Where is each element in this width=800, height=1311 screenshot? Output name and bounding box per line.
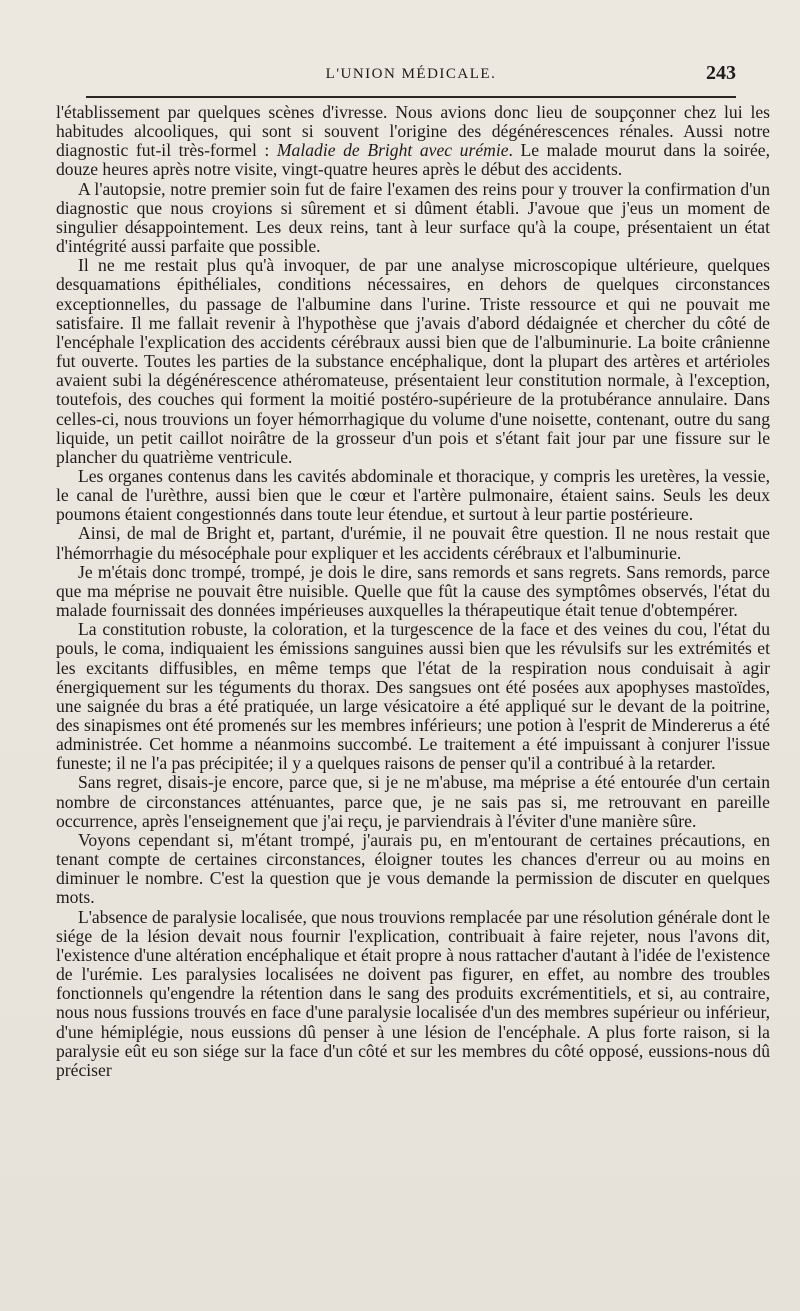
paragraph-text: l'établissement par quelques scènes d'ivresse. Nous avions donc lieu de soupçonner chez lui les habitudes alcooliques, qui sont si souvent l'origine des dégénérescences rénales. Aussi notre diagnostic fut-il très-formel :: [56, 102, 770, 161]
paragraph: [56, 103, 770, 180]
header-rule: [86, 96, 736, 98]
article-body: [56, 103, 770, 1080]
paragraph: A l'autopsie, notre premier soin fut de faire l'examen des reins pour y trouver la confirmation d'un diagnostic que nous croyions si sûrement et si dûment établi. J'avoue que j'eus un moment de singulier désappointement. Les deux reins, tant à leur surface qu'à la coupe, présentaient un état d'intégrité aussi parfaite que possible.: [56, 178, 770, 257]
paragraph: Voyons cependant si, m'étant trompé, j'aurais pu, en m'entourant de certaines précautions, en tenant compte de certaines circonstances, éloigner toutes les chances d'erreur ou au moins en diminuer le nombre. C'est la question que je vous demande la permission de discuter en quelques mots.: [56, 829, 770, 908]
running-header: [86, 62, 736, 88]
paragraph: Sans regret, disais-je encore, parce que, si je ne m'abuse, ma méprise a été entourée d'un certain nombre de circonstances atténuantes, parce que, je ne sais pas si, me retrouvant en pareille occurrence, après l'enseignement que j'ai reçu, je parviendrais à l'éviter d'une manière sûre.: [56, 772, 770, 831]
paragraph: Il ne me restait plus qu'à invoquer, de par une analyse microscopique ultérieure, quelques desquamations épithéliales, conditions nécessaires, en dehors de quelques circonstances exceptionnelles, du passage de l'albumine dans l'urine. Triste ressource et qui ne pouvait me satisfaire. Il me fallait revenir à l'hypothèse que j'avais d'abord dédaignée et chercher du côté de l'encéphale l'explication des accidents cérébraux aussi bien que de l'albuminurie. La boite crânienne fut ouverte. Toutes les parties de la substance encéphalique, dont la plupart des artères et artérioles avaient subi la dégénérescence athéromateuse, présentaient leur constitution normale, à l'exception, toutefois, des couches qui forment la moitié postéro-supérieure de la protubérance annulaire. Dans celles-ci, nous trouvions un foyer hémorrhagique du volume d'une noisette, contenant, outre du sang liquide, un petit caillot noirâtre de la grosseur d'un pois et s'étant fait jour par une fissure sur le plancher du quatrième ventricule.: [56, 255, 770, 467]
paragraph: Je m'étais donc trompé, trompé, je dois le dire, sans remords et sans regrets. Sans remords, parce que ma méprise ne pouvait être nuisible. Quelle que fût la cause des symptômes observés, l'état du malade fournissait des données impérieuses auxquelles la thérapeutique était tenue d'obtempérer.: [56, 561, 770, 621]
paragraph-text: . Le malade mourut dans la soirée, douze heures après notre visite, vingt-quatre heures après le début des accidents.: [56, 140, 771, 180]
diagnosis-italic: Maladie de Bright avec urémie: [276, 140, 509, 161]
paragraph: Ainsi, de mal de Bright et, partant, d'urémie, il ne pouvait être question. Il ne nous restait que l'hémorrhagie du mésocéphale pour expliquer et les accidents cérébraux et l'albuminurie.: [56, 523, 770, 563]
paragraph: La constitution robuste, la coloration, et la turgescence de la face et des veines du cou, l'état du pouls, le coma, indiquaient les émissions sanguines aussi bien que les révulsifs sur les extrémités et les excitants diffusibles, en même temps que l'état de la respiration nous conduisait à agir énergiquement sur les téguments du thorax. Des sangsues ont été posées aux apophyses mastoïdes, une saignée du bras a été pratiquée, un large vésicatoire a été appliqué sur le devant de la poitrine, des sinapismes ont été promenés sur les membres inférieurs; une potion à l'esprit de Mindererus a été administrée. Cet homme a néanmoins succombé. Le traitement a été impuissant à conjurer l'issue funeste; il ne l'a pas précipitée; il y a quelques raisons de penser qu'il a contribué à la retarder.: [56, 619, 770, 774]
paragraph: L'absence de paralysie localisée, que nous trouvions remplacée par une résolution générale dont le siége de la lésion devait nous fournir l'explication, contribuait à faire rejeter, nous l'avons dit, l'existence d'une altération encéphalique et était propre à nous rattacher d'autant à l'idée de l'existence de l'urémie. Les paralysies localisées ne doivent pas figurer, en effet, au nombre des troubles fonctionnels qu'engendre la rétention dans le sang des produits excrémentitiels, et si, au contraire, nous nous fussions trouvés en face d'une paralysie localisée d'un des membres supérieur ou inférieur, d'une hémiplégie, nous eussions dû penser à une lésion de l'encéphale. A plus forte raison, si la paralysie eût eu son siége sur la face d'un côté et sur les membres du côté opposé, eussions-nous dû préciser: [56, 906, 770, 1080]
paragraph: Les organes contenus dans les cavités abdominale et thoracique, y compris les uretères, la vessie, le canal de l'urèthre, aussi bien que le cœur et l'artère pulmonaire, étaient sains. Seuls les deux poumons étaient congestionnés dans toute leur étendue, et surtout à leur partie postérieure.: [56, 465, 770, 525]
running-title: L'UNION MÉDICALE.: [325, 66, 497, 82]
page-number: 243: [706, 62, 736, 84]
